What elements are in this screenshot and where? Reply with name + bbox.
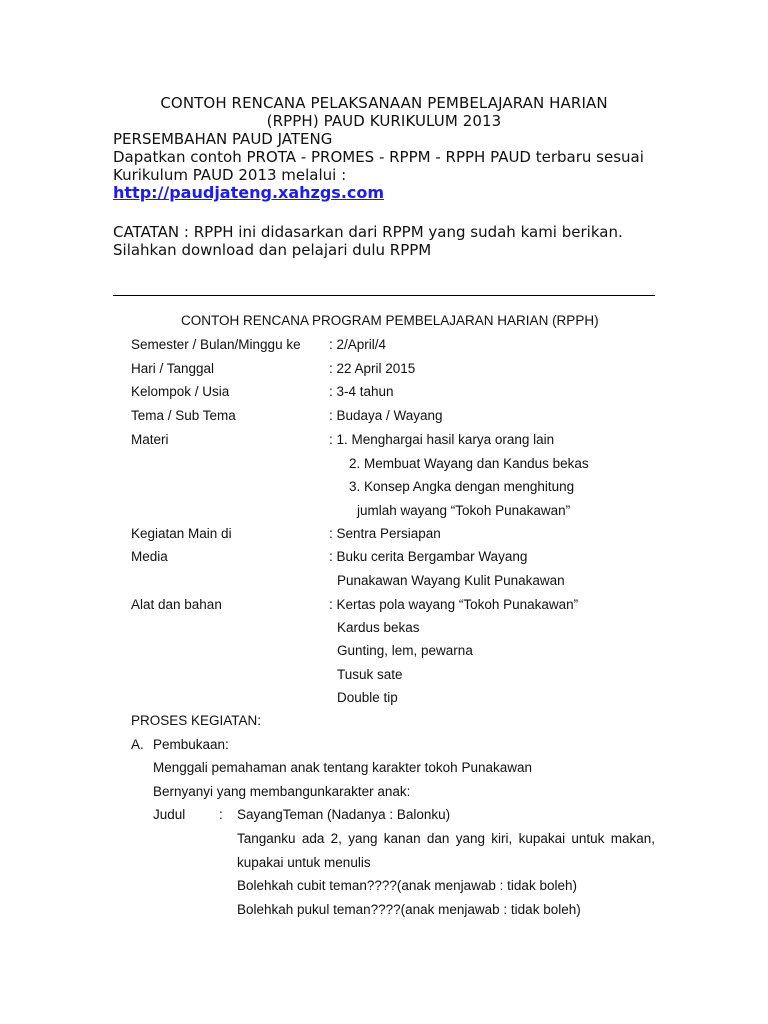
material-item-1: : 1. Menghargai hasil karya orang lain <box>329 432 555 447</box>
note-line-1: CATATAN : RPPH ini didasarkan dari RPPM yang sudah kami berikan. <box>113 223 623 241</box>
group-value: : 3-4 tahun <box>329 384 394 399</box>
tools-item-4: Tusuk sate <box>337 667 403 682</box>
get-line-2: Kurikulum PAUD 2013 melalui : <box>113 166 347 184</box>
material-label: Materi <box>131 432 169 447</box>
lyric-line-4: Bolehkah pukul teman????(anak menjawab : tidak boleh) <box>237 902 581 917</box>
page-title-line-1: CONTOH RENCANA PELAKSANAAN PEMBELAJARAN HARIAN <box>160 94 608 112</box>
note-line-2: Silahkan download dan pelajari dulu RPPM <box>113 241 432 259</box>
semester-value: : 2/April/4 <box>329 337 387 352</box>
song-colon: : <box>219 807 223 822</box>
day-value: : 22 April 2015 <box>329 361 416 376</box>
presented-by: PERSEMBAHAN PAUD JATENG <box>113 130 333 148</box>
tools-item-3: Gunting, lem, pewarna <box>337 643 473 658</box>
semester-label: Semester / Bulan/Minggu ke <box>131 337 301 352</box>
day-label: Hari / Tanggal <box>131 361 215 376</box>
divider <box>113 295 655 296</box>
material-item-3: 3. Konsep Angka dengan menghitung <box>349 479 575 494</box>
section-a-line-1: Menggali pemahaman anak tentang karakter tokoh Punakawan <box>153 760 532 775</box>
material-item-3-cont: jumlah wayang “Tokoh Punakawan” <box>357 503 571 518</box>
lyric-line-1: Tanganku ada 2, yang kanan dan yang kiri, kupakai untuk makan, <box>237 831 655 846</box>
section-a-line-2: Bernyanyi yang membangunkarakter anak: <box>153 784 411 799</box>
media-label: Media <box>131 549 168 564</box>
theme-label: Tema / Sub Tema <box>131 408 236 423</box>
section-a-title: Pembukaan: <box>153 737 229 752</box>
tools-item-2: Kardus bekas <box>337 620 420 635</box>
activity-label: Kegiatan Main di <box>131 526 232 541</box>
tools-item-1: : Kertas pola wayang “Tokoh Punakawan” <box>329 597 579 612</box>
material-item-2: 2. Membuat Wayang dan Kandus bekas <box>349 456 589 471</box>
tools-label: Alat dan bahan <box>131 597 222 612</box>
media-item-2: Punakawan Wayang Kulit Punakawan <box>337 573 565 588</box>
lyric-line-2: kupakai untuk menulis <box>237 855 371 870</box>
theme-value: : Budaya / Wayang <box>329 408 443 423</box>
website-link[interactable]: http://paudjateng.xahzgs.com <box>113 183 385 202</box>
activity-value: : Sentra Persiapan <box>329 526 441 541</box>
process-heading: PROSES KEGIATAN: <box>131 713 262 728</box>
media-item-1: : Buku cerita Bergambar Wayang <box>329 549 528 564</box>
song-label: Judul <box>153 807 186 822</box>
tools-item-5: Double tip <box>337 690 398 705</box>
page-title-line-2: (RPPH) PAUD KURIKULUM 2013 <box>266 112 502 130</box>
document-title: CONTOH RENCANA PROGRAM PEMBELAJARAN HARIAN (RPPH) <box>181 313 599 328</box>
section-a-marker: A. <box>131 737 144 752</box>
lyric-line-3: Bolehkah cubit teman????(anak menjawab : tidak boleh) <box>237 878 577 893</box>
get-line-1: Dapatkan contoh PROTA - PROMES - RPPM - RPPH PAUD terbaru sesuai <box>113 148 644 166</box>
song-title: SayangTeman (Nadanya : Balonku) <box>237 807 451 822</box>
group-label: Kelompok / Usia <box>131 384 230 399</box>
